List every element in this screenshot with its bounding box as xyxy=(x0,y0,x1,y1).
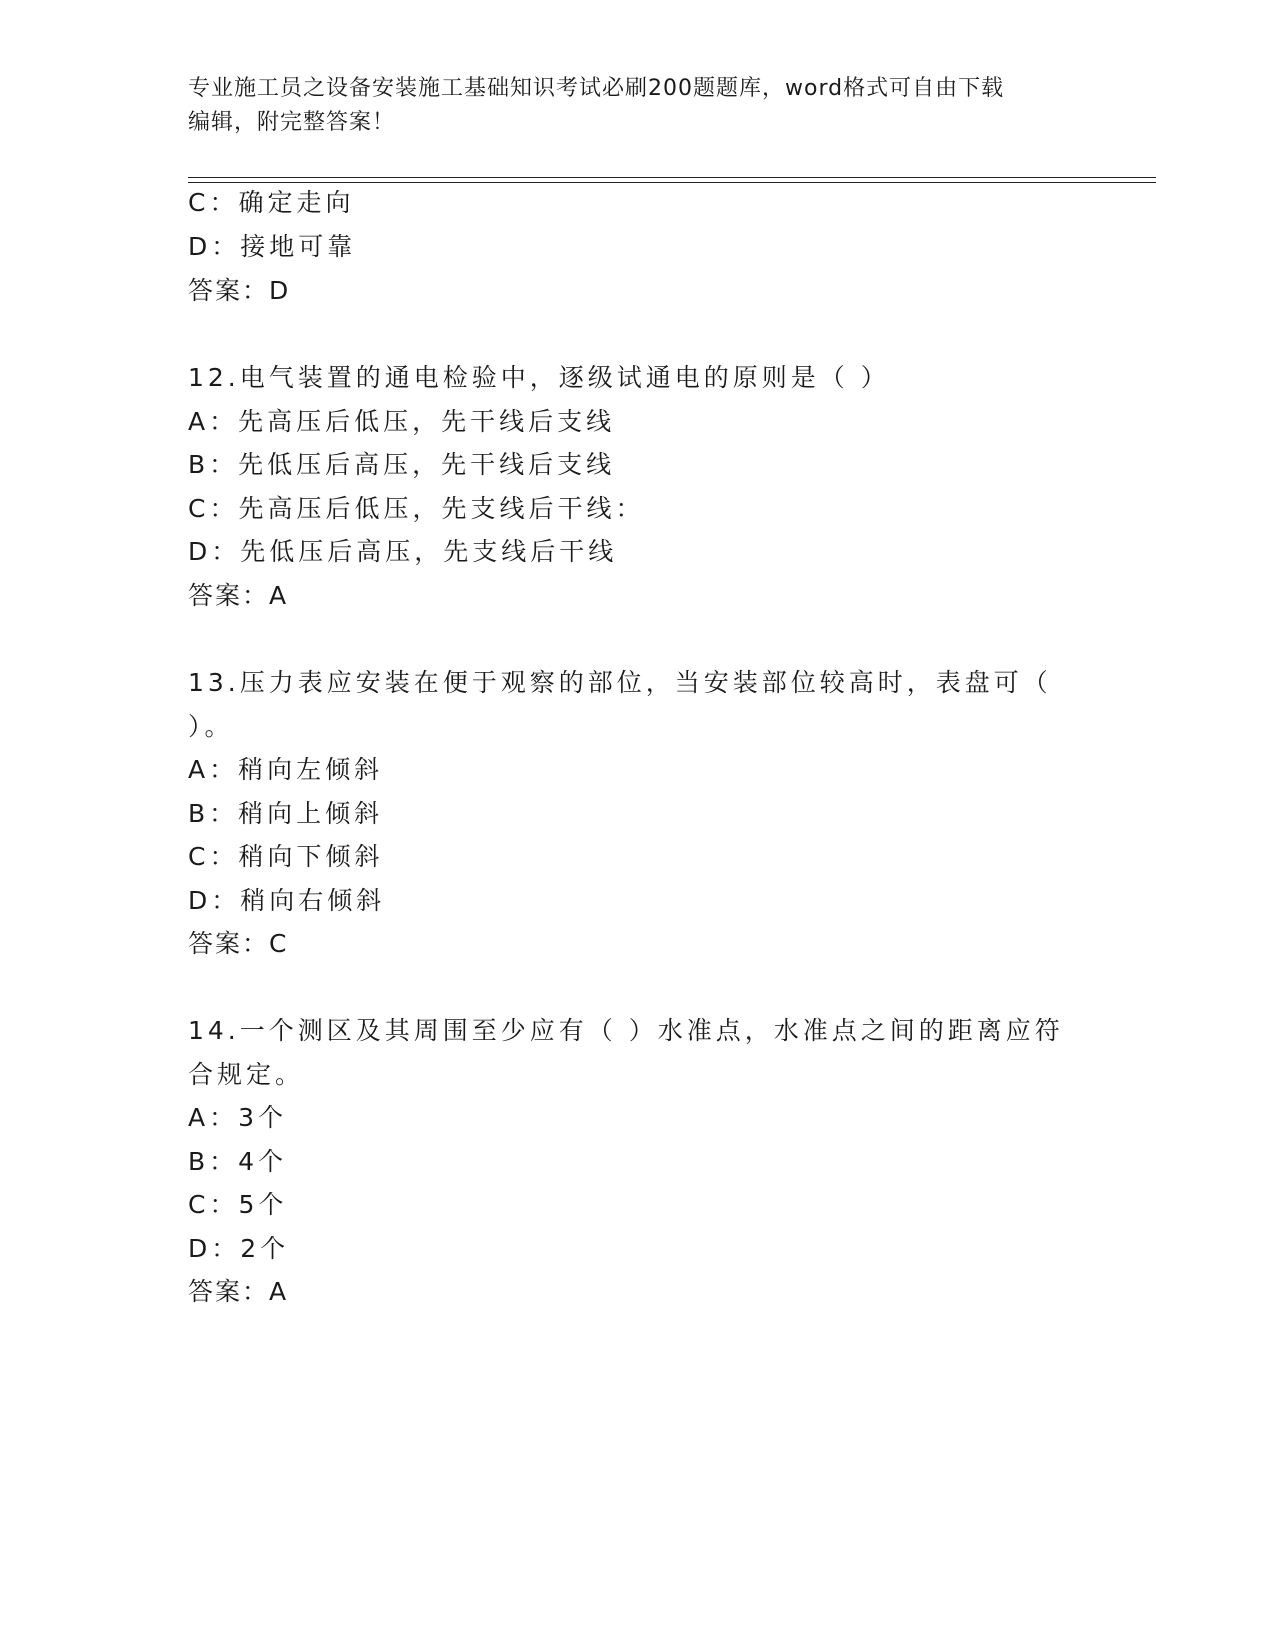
q12-option-a: A：先高压后低压，先干线后支线 xyxy=(188,407,616,436)
q14-option-d: D：2个 xyxy=(188,1234,290,1263)
q14-stem-line1: 14.一个测区及其周围至少应有（ ）水准点，水准点之间的距离应符 xyxy=(188,1016,1064,1045)
header-title-line1: 专业施工员之设备安装施工基础知识考试必刷200题题库，word格式可自由下载 xyxy=(188,76,1005,101)
q13-answer: 答案：C xyxy=(188,929,289,958)
q14-option-a: A：3个 xyxy=(188,1103,288,1132)
q14-option-b: B：4个 xyxy=(188,1147,288,1176)
q14-answer: 答案：A xyxy=(188,1277,289,1306)
header-divider-bottom xyxy=(188,182,1156,183)
document-header xyxy=(188,72,1088,140)
q11-answer: 答案：D xyxy=(188,276,291,305)
q12-option-b: B：先低压后高压，先干线后支线 xyxy=(188,450,616,479)
q14-stem-line2: 合规定。 xyxy=(188,1060,305,1089)
q14-option-c: C：5个 xyxy=(188,1190,288,1219)
q12-answer: 答案：A xyxy=(188,581,289,610)
q13-stem-line2: ）。 xyxy=(188,712,234,741)
q12-stem: 12.电气装置的通电检验中，逐级试通电的原则是（ ） xyxy=(188,363,890,392)
q11-option-d: D：接地可靠 xyxy=(188,232,357,261)
q13-option-b: B：稍向上倾斜 xyxy=(188,799,384,828)
q13-option-a: A：稍向左倾斜 xyxy=(188,755,384,784)
header-divider-top xyxy=(188,177,1156,178)
q12-option-d: D：先低压后高压，先支线后干线 xyxy=(188,537,618,566)
q11-option-c: C：确定走向 xyxy=(188,188,355,217)
q13-option-d: D：稍向右倾斜 xyxy=(188,886,386,915)
q12-option-c: C：先高压后低压，先支线后干线： xyxy=(188,494,645,523)
q13-stem-line1: 13.压力表应安装在便于观察的部位，当安装部位较高时，表盘可（ xyxy=(188,668,1052,697)
q13-option-c: C：稍向下倾斜 xyxy=(188,842,384,871)
header-title-line2: 编辑，附完整答案！ xyxy=(188,110,396,135)
